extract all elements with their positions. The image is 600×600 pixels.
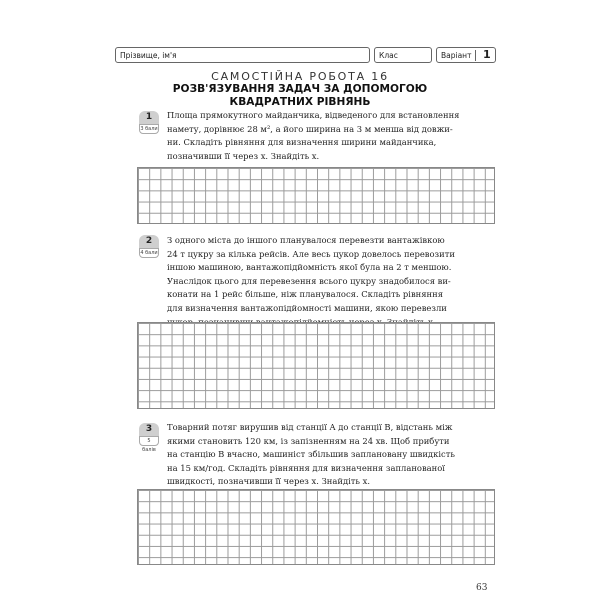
work-title: САМОСТІЙНА РОБОТА 16 <box>211 70 389 83</box>
class-label: Клас <box>379 51 398 60</box>
variant-label: Варіант <box>441 51 472 60</box>
task-3-text <box>167 421 497 489</box>
task-line: якими становить 120 км, із запізненням на 24 хв. Щоб прибути <box>167 435 450 446</box>
subtitle-line: РОЗВ'ЯЗУВАННЯ ЗАДАЧ ЗА ДОПОМОГОЮ <box>172 83 428 95</box>
task-1-text <box>167 109 497 163</box>
task-3-badge <box>139 423 159 453</box>
variant-number: 1 <box>483 48 491 61</box>
task-points: 3 бали <box>140 126 158 132</box>
task-2-text <box>167 234 497 329</box>
task-2-answer-grid[interactable] <box>137 322 495 409</box>
variant-divider <box>475 50 476 61</box>
class-field[interactable] <box>374 47 432 63</box>
task-line: З одного міста до іншого планувалося перевезти вантажівкою <box>167 235 445 245</box>
task-line: на станцію B вчасно, машиніст збільшив заплановану швидкість <box>167 449 455 460</box>
task-line: Унаслідок цього для перевезення всього цукру знадобилося ви- <box>167 275 451 286</box>
task-line: Товарний потяг вирушив від станції A до станції B, відстань між <box>167 422 453 432</box>
name-label: Прізвище, ім'я <box>120 51 177 60</box>
task-line: Площа прямокутного майданчика, відведеного для встановлення <box>167 110 460 120</box>
page-number: 63 <box>476 583 488 593</box>
name-field[interactable] <box>115 47 370 63</box>
task-points: 5 балів <box>139 436 159 446</box>
task-3-answer-grid[interactable] <box>137 489 495 565</box>
task-line: позначивши її через x. Знайдіть x. <box>167 150 320 161</box>
task-number: 2 <box>139 235 159 248</box>
task-2-badge <box>139 235 159 259</box>
task-line: 24 т цукру за кілька рейсів. Але весь цукор довелось перевозити <box>167 248 455 259</box>
task-1-answer-grid[interactable] <box>137 167 495 224</box>
task-1-badge <box>139 111 159 135</box>
task-number: 3 <box>139 423 159 436</box>
variant-box <box>436 47 496 63</box>
task-line: ни. Складіть рівняння для визначення ширини майданчика, <box>167 137 437 148</box>
task-points: 4 бали <box>140 250 158 256</box>
subtitle-line: КВАДРАТНИХ РІВНЯНЬ <box>229 96 371 108</box>
task-number: 1 <box>139 111 159 124</box>
task-line: конати на 1 рейс більше, ніж планувалося. Складіть рівняння <box>167 289 443 300</box>
task-line: на 15 км/год. Складіть рівняння для визначення запланованої <box>167 462 445 473</box>
task-line: намету, дорівнює 28 м², а його ширина на 3 м менша від довжи- <box>167 123 453 134</box>
task-line: іншою машиною, вантажопідйомність якої була на 2 т меншою. <box>167 262 452 273</box>
task-line: для визначення вантажопідйомності машини, якою перевезли <box>167 302 447 313</box>
task-line: швидкості, позначивши її через x. Знайдіть x. <box>167 476 371 487</box>
